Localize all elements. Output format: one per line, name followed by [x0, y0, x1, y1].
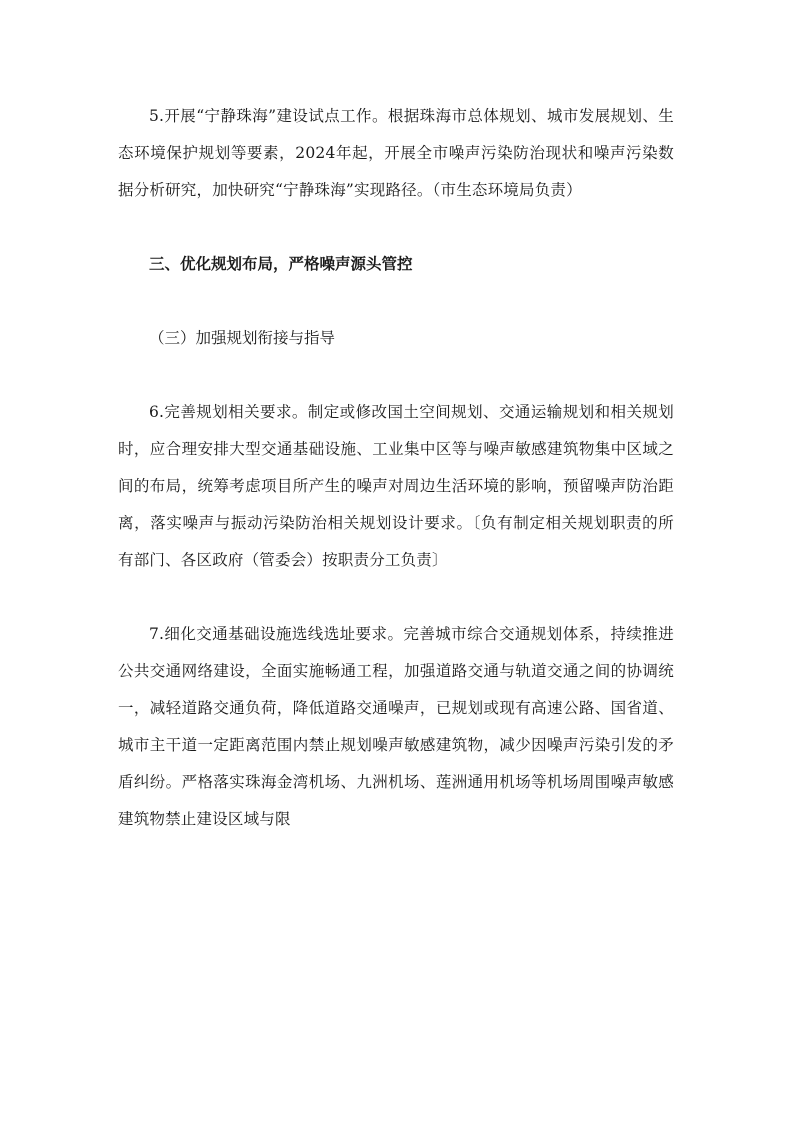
spacer: [118, 283, 674, 320]
spacer: [118, 209, 674, 246]
section-heading-3: 三、优化规划布局，严格噪声源头管控: [149, 255, 413, 273]
subsection-heading-3: （三）加强规划衔接与指导: [149, 329, 336, 347]
spacer: [118, 579, 674, 616]
paragraph-7: 7.细化交通基础设施选线选址要求。完善城市综合交通规划体系，持续推进公共交通网络建设，全面实施畅通工程，加强道路交通与轨道交通之间的协调统一，减轻道路交通负荷，降低道路交通噪声，已规划或现有高速公路、国省道、城市主干道一定距离范围内禁止规划噪声敏感建筑物，减少因噪声污染引发的矛盾纠纷。严格落实珠海金湾机场、九洲机场、莲洲通用机场等机场周围噪声敏感建筑物禁止建设区域与限: [118, 625, 674, 828]
document-page: [118, 98, 674, 838]
paragraph-5: 5.开展“宁静珠海”建设试点工作。根据珠海市总体规划、城市发展规划、生态环境保护规划等要素，2024年起，开展全市噪声污染防治现状和噪声污染数据分析研究，加快研究“宁静珠海”实现路径。（市生态环境局负责）: [118, 107, 674, 199]
spacer: [118, 357, 674, 394]
paragraph-6: 6.完善规划相关要求。制定或修改国土空间规划、交通运输规划和相关规划时，应合理安排大型交通基础设施、工业集中区等与噪声敏感建筑物集中区域之间的布局，统筹考虑项目所产生的噪声对周边生活环境的影响，预留噪声防治距离，落实噪声与振动污染防治相关规划设计要求。〔负有制定相关规划职责的所有部门、各区政府（管委会）按职责分工负责〕: [118, 403, 674, 569]
